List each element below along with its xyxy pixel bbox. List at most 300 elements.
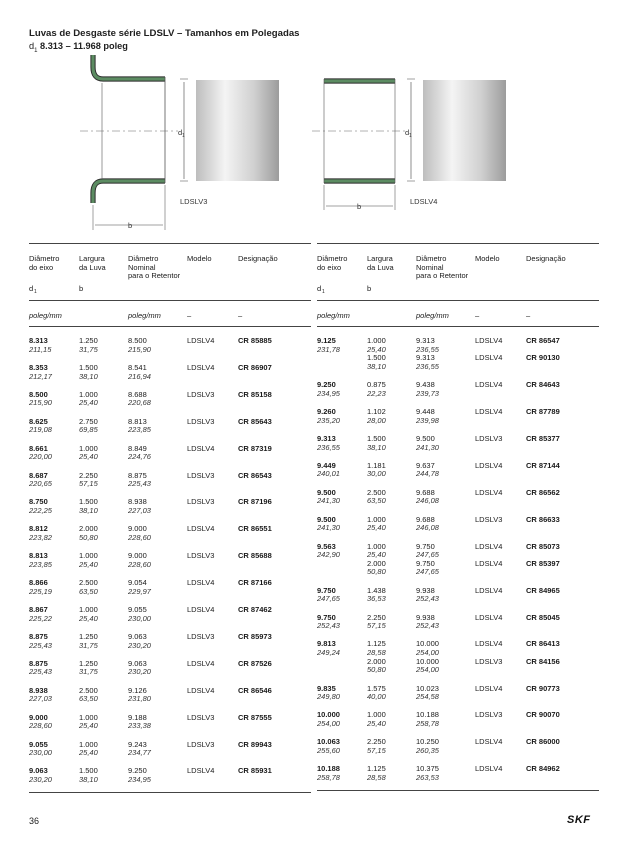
designation-cell: CR 86413 — [526, 639, 560, 649]
range-symbol: d — [29, 41, 35, 51]
shaft-diameter-in: 9.500 — [317, 514, 336, 524]
sleeve-width-mm: 25,40 — [79, 748, 98, 758]
sleeve-width-in: 1.575 — [367, 683, 386, 693]
shaft-diameter-in: 8.813 — [29, 551, 48, 561]
header-model: Modelo — [187, 254, 212, 263]
nominal-diameter-in: 9.313 — [416, 336, 435, 345]
nominal-diameter-mm: 231,80 — [128, 694, 151, 704]
designation-cell: CR 86633 — [526, 514, 560, 524]
designation-cell: CR 87319 — [238, 443, 272, 453]
dim-d1-right: d — [405, 128, 410, 137]
model-cell: LDSLV4 — [187, 578, 215, 588]
designation-cell: CR 84962 — [526, 764, 560, 774]
shaft-diameter-in: 9.835 — [317, 683, 336, 693]
symbol-d1: d — [29, 284, 34, 293]
designation-cell: CR 90070 — [526, 710, 560, 720]
header-nominal-diameter-line: Nominal — [128, 262, 156, 272]
unit-label: – — [187, 311, 192, 320]
sleeve-width-mm: 57,15 — [367, 745, 386, 755]
shaft-diameter-in: 9.125 — [317, 336, 336, 345]
model-cell: LDSLV4 — [475, 612, 503, 622]
shaft-diameter-mm: 225,19 — [29, 586, 52, 596]
designation-cell: CR 87789 — [526, 407, 560, 416]
shaft-diameter-in: 9.750 — [317, 612, 336, 622]
sleeve-width-in: 1.500 — [367, 353, 386, 363]
nominal-diameter-mm: 258,78 — [416, 719, 439, 728]
nominal-diameter-mm: 230,20 — [128, 667, 151, 677]
shaft-diameter-mm: 236,55 — [317, 442, 340, 452]
dim-b-right: b — [357, 202, 362, 211]
nominal-diameter-in: 9.000 — [128, 551, 147, 561]
sleeve-width-in: 1.438 — [367, 585, 386, 595]
designation-cell: CR 85885 — [238, 336, 272, 345]
shaft-diameter-mm: 240,01 — [317, 469, 340, 479]
sleeve-width-mm: 40,00 — [367, 692, 386, 702]
shaft-diameter-in: 8.500 — [29, 389, 48, 399]
shaft-diameter-in: 8.353 — [29, 362, 48, 372]
nominal-diameter-in: 9.500 — [416, 433, 435, 443]
sleeve-width-mm: 25,40 — [79, 398, 98, 408]
nominal-diameter-in: 9.750 — [416, 558, 435, 568]
shaft-diameter-in: 9.313 — [317, 433, 336, 443]
shaft-diameter-in: 9.000 — [29, 712, 48, 722]
sleeve-width-mm: 57,15 — [79, 479, 98, 489]
shaft-diameter-in: 8.661 — [29, 443, 48, 453]
dim-b-left: b — [128, 221, 133, 230]
symbol-b: b — [367, 284, 372, 293]
designation-cell: CR 86551 — [238, 524, 272, 534]
nominal-diameter-in: 9.938 — [416, 612, 435, 622]
header-bottom-rule — [29, 326, 311, 327]
designation-cell: CR 85688 — [238, 551, 272, 561]
skf-logo: SKF — [567, 814, 591, 826]
designation-cell: CR 84643 — [526, 380, 560, 390]
sleeve-width-mm: 28,00 — [367, 415, 386, 425]
dim-d1-right-sub: 1 — [409, 133, 412, 139]
nominal-diameter-mm: 233,38 — [128, 721, 151, 731]
nominal-diameter-mm: 254,00 — [416, 665, 439, 675]
model-cell: LDSLV4 — [475, 353, 503, 363]
header-sleeve-width-line: da Luva — [79, 262, 106, 272]
header-top-rule — [29, 243, 311, 244]
nominal-diameter-in: 8.849 — [128, 443, 147, 453]
unit-label: – — [238, 311, 243, 320]
shaft-diameter-mm: 225,43 — [29, 640, 52, 650]
model-cell: LDSLV4 — [475, 336, 503, 345]
shaft-diameter-in: 9.055 — [29, 739, 48, 749]
model-cell: LDSLV4 — [475, 541, 503, 551]
sleeve-width-mm: 50,80 — [79, 532, 98, 542]
sleeve-width-in: 2.500 — [367, 487, 386, 497]
nominal-diameter-in: 9.188 — [128, 712, 147, 722]
sleeve-width-in: 1.250 — [79, 631, 98, 641]
sleeve-width-mm: 30,00 — [367, 469, 386, 479]
sleeve-width-mm: 38,10 — [367, 361, 386, 371]
nominal-diameter-mm: 246,08 — [416, 523, 439, 533]
sleeve-width-in: 1.125 — [367, 639, 386, 649]
shaft-diameter-mm: 230,00 — [29, 748, 52, 758]
shaft-diameter-in: 8.812 — [29, 524, 48, 534]
shaft-diameter-mm: 258,78 — [317, 772, 340, 782]
header-nominal-diameter-line: para o Retentor — [128, 271, 181, 281]
sleeve-width-mm: 31,75 — [79, 344, 98, 354]
model-cell: LDSLV3 — [475, 433, 503, 443]
nominal-diameter-mm: 228,60 — [128, 559, 151, 569]
shaft-diameter-mm: 227,03 — [29, 694, 52, 704]
shaft-diameter-mm: 212,17 — [29, 371, 52, 381]
header-bottom-rule — [317, 326, 599, 327]
model-cell: LDSLV4 — [475, 683, 503, 693]
header-top-rule — [317, 243, 599, 244]
sleeve-width-mm: 25,40 — [367, 523, 386, 533]
nominal-diameter-in: 10.250 — [416, 737, 439, 747]
header-shaft-diameter-line: do eixo — [29, 262, 54, 272]
nominal-diameter-mm: 230,00 — [128, 613, 151, 623]
sleeve-width-mm: 31,75 — [79, 667, 98, 677]
model-cell: LDSLV4 — [187, 658, 215, 668]
designation-cell: CR 85073 — [526, 541, 560, 551]
nominal-diameter-mm: 227,03 — [128, 506, 151, 515]
designation-cell: CR 85397 — [526, 558, 560, 568]
designation-cell: CR 84156 — [526, 656, 560, 666]
sleeve-width-mm: 63,50 — [79, 586, 98, 596]
nominal-diameter-in: 9.938 — [416, 585, 435, 595]
nominal-diameter-in: 9.438 — [416, 380, 435, 390]
model-cell: LDSLV3 — [187, 551, 215, 561]
model-cell: LDSLV3 — [187, 470, 215, 480]
nominal-diameter-in: 9.250 — [128, 766, 147, 776]
shaft-diameter-mm: 255,60 — [317, 745, 340, 755]
nominal-diameter-mm: 228,60 — [128, 532, 151, 542]
model-cell: LDSLV4 — [187, 685, 215, 695]
sleeve-width-mm: 38,10 — [79, 371, 98, 381]
shaft-diameter-in: 10.188 — [317, 764, 340, 774]
nominal-diameter-in: 9.448 — [416, 407, 435, 416]
sizes-table-right — [317, 243, 599, 803]
designation-cell: CR 87555 — [238, 712, 272, 722]
model-cell: LDSLV3 — [187, 389, 215, 399]
nominal-diameter-mm: 234,95 — [128, 775, 151, 784]
sleeve-width-in: 2.000 — [367, 656, 386, 666]
nominal-diameter-mm: 260,35 — [416, 745, 439, 755]
nominal-diameter-in: 9.637 — [416, 460, 435, 470]
model-cell: LDSLV3 — [475, 656, 503, 666]
sleeve-width-in: 1.000 — [79, 443, 98, 453]
model-cell: LDSLV4 — [475, 380, 503, 390]
nominal-diameter-in: 10.188 — [416, 710, 439, 720]
sleeve-width-mm: 63,50 — [367, 496, 386, 506]
range-value: 8.313 – 11.968 poleg — [40, 41, 128, 51]
shaft-diameter-in: 8.875 — [29, 658, 48, 668]
designation-cell: CR 85377 — [526, 433, 560, 443]
range-symbol-sub: 1 — [34, 47, 38, 54]
header-shaft-diameter-line: do eixo — [317, 262, 342, 272]
sleeve-width-in: 2.250 — [79, 470, 98, 480]
shaft-diameter-mm: 249,24 — [317, 648, 340, 657]
header-units-rule — [317, 300, 599, 301]
symbol-d1-sub: 1 — [34, 289, 37, 295]
dim-d1-left-sub: 1 — [182, 133, 185, 139]
designation-cell: CR 85643 — [238, 416, 272, 426]
sleeve-width-in: 1.000 — [79, 551, 98, 561]
sleeve-width-mm: 69,85 — [79, 425, 98, 435]
symbol-d1: d — [317, 284, 322, 293]
sleeve-width-mm: 28,58 — [367, 648, 386, 657]
sleeve-width-in: 1.000 — [79, 605, 98, 614]
sleeve-width-mm: 25,40 — [79, 452, 98, 462]
sleeve-width-in: 2.000 — [79, 524, 98, 534]
nominal-diameter-in: 8.813 — [128, 416, 147, 426]
symbol-d1-sub: 1 — [322, 289, 325, 295]
nominal-diameter-mm: 252,43 — [416, 621, 439, 631]
sleeve-width-mm: 50,80 — [367, 665, 386, 675]
nominal-diameter-mm: 224,76 — [128, 452, 151, 462]
sleeve-width-in: 1.000 — [79, 712, 98, 722]
designation-cell: CR 87166 — [238, 578, 272, 588]
nominal-diameter-in: 9.126 — [128, 685, 147, 695]
sleeve-width-in: 1.250 — [79, 658, 98, 668]
shaft-diameter-mm: 220,00 — [29, 452, 52, 462]
designation-cell: CR 86907 — [238, 362, 272, 372]
shaft-diameter-mm: 223,82 — [29, 532, 52, 542]
sleeve-width-in: 1.000 — [79, 389, 98, 399]
sleeve-width-mm: 25,40 — [367, 344, 386, 354]
model-cell: LDSLV3 — [187, 712, 215, 722]
sleeve-width-in: 1.102 — [367, 407, 386, 416]
sleeve-width-mm: 38,10 — [367, 442, 386, 452]
nominal-diameter-mm: 236,55 — [416, 361, 439, 371]
model-cell: LDSLV4 — [187, 336, 215, 345]
nominal-diameter-in: 9.313 — [416, 353, 435, 363]
model-cell: LDSLV4 — [187, 766, 215, 776]
sleeve-width-in: 1.500 — [367, 433, 386, 443]
designation-cell: CR 87144 — [526, 460, 560, 470]
table-bottom-rule — [29, 792, 311, 793]
shaft-diameter-mm: 242,90 — [317, 550, 340, 560]
header-designation: Designação — [526, 254, 566, 263]
sleeve-width-mm: 38,10 — [79, 775, 98, 784]
sleeve-width-in: 2.500 — [79, 578, 98, 588]
shaft-diameter-in: 9.813 — [317, 639, 336, 649]
unit-label: poleg/mm — [317, 311, 350, 320]
nominal-diameter-mm: 263,53 — [416, 772, 439, 782]
nominal-diameter-in: 10.023 — [416, 683, 439, 693]
shaft-diameter-mm: 249,80 — [317, 692, 340, 702]
table-bottom-rule — [317, 790, 599, 791]
model-cell: LDSLV4 — [475, 764, 503, 774]
header-nominal-diameter-line: Diâmetro — [128, 254, 159, 263]
sleeve-width-mm: 25,40 — [79, 613, 98, 623]
shaft-diameter-in: 9.750 — [317, 585, 336, 595]
nominal-diameter-in: 9.750 — [416, 541, 435, 551]
shaft-diameter-mm: 219,08 — [29, 425, 52, 435]
shaft-diameter-in: 9.563 — [317, 541, 336, 551]
nominal-diameter-in: 9.688 — [416, 487, 435, 497]
nominal-diameter-in: 9.055 — [128, 605, 147, 614]
shaft-diameter-mm: 222,25 — [29, 506, 52, 515]
nominal-diameter-in: 9.243 — [128, 739, 147, 749]
nominal-diameter-in: 8.500 — [128, 336, 147, 345]
nominal-diameter-in: 9.000 — [128, 524, 147, 534]
nominal-diameter-in: 10.000 — [416, 656, 439, 666]
sleeve-width-in: 1.500 — [79, 497, 98, 507]
model-cell: LDSLV4 — [475, 487, 503, 497]
unit-label: poleg/mm — [29, 311, 62, 320]
header-nominal-diameter-line: para o Retentor — [416, 271, 469, 281]
header-designation: Designação — [238, 254, 278, 263]
header-sleeve-width-line: Largura — [367, 254, 393, 263]
sleeve-width-in: 1.000 — [367, 710, 386, 720]
nominal-diameter-in: 10.000 — [416, 639, 439, 649]
shaft-diameter-mm: 211,15 — [29, 344, 52, 354]
nominal-diameter-mm: 246,08 — [416, 496, 439, 506]
shaft-diameter-in: 8.938 — [29, 685, 48, 695]
unit-label: – — [526, 311, 531, 320]
nominal-diameter-in: 10.375 — [416, 764, 439, 774]
nominal-diameter-in: 9.688 — [416, 514, 435, 524]
shaft-diameter-in: 9.260 — [317, 407, 336, 416]
unit-label: poleg/mm — [416, 311, 449, 320]
model-cell: LDSLV4 — [187, 362, 215, 372]
sleeve-width-mm: 25,40 — [367, 550, 386, 560]
model-cell: LDSLV3 — [187, 416, 215, 426]
model-cell: LDSLV3 — [475, 710, 503, 720]
nominal-diameter-mm: 254,58 — [416, 692, 439, 702]
shaft-diameter-mm: 223,85 — [29, 559, 52, 569]
designation-cell: CR 84965 — [526, 585, 560, 595]
designation-cell: CR 87462 — [238, 605, 272, 614]
shaft-diameter-in: 8.313 — [29, 336, 48, 345]
shaft-diameter-mm: 234,95 — [317, 388, 340, 398]
nominal-diameter-mm: 220,68 — [128, 398, 151, 408]
page-title: Luvas de Desgaste série LDSLV – Tamanhos em Polegadas — [29, 28, 300, 39]
model-cell: LDSLV4 — [187, 524, 215, 534]
shaft-diameter-in: 8.687 — [29, 470, 48, 480]
sleeve-width-in: 2.000 — [367, 558, 386, 568]
sleeve-width-in: 2.750 — [79, 416, 98, 426]
shaft-diameter-mm: 235,20 — [317, 415, 340, 425]
sleeve-width-mm: 63,50 — [79, 694, 98, 704]
sleeve-width-in: 1.125 — [367, 764, 386, 774]
sleeve-width-in: 1.000 — [79, 739, 98, 749]
model-cell: LDSLV4 — [187, 605, 215, 614]
sleeve-width-in: 1.000 — [367, 336, 386, 345]
dim-d1-left: d — [178, 128, 183, 137]
sleeve-width-in: 1.000 — [367, 541, 386, 551]
shaft-diameter-mm: 241,30 — [317, 496, 340, 506]
shaft-diameter-in: 8.867 — [29, 605, 48, 614]
nominal-diameter-mm: 223,85 — [128, 425, 151, 435]
shaft-diameter-in: 9.250 — [317, 380, 336, 390]
shaft-diameter-mm: 254,00 — [317, 719, 340, 728]
designation-cell: CR 85158 — [238, 389, 272, 399]
nominal-diameter-mm: 225,43 — [128, 479, 151, 489]
shaft-diameter-in: 8.750 — [29, 497, 48, 507]
model-cell: LDSLV3 — [187, 497, 215, 507]
unit-label: – — [475, 311, 480, 320]
nominal-diameter-mm: 236,55 — [416, 344, 439, 354]
designation-cell: CR 87526 — [238, 658, 272, 668]
designation-cell: CR 86000 — [526, 737, 560, 747]
designation-cell: CR 90773 — [526, 683, 560, 693]
sleeve-width-in: 1.250 — [79, 336, 98, 345]
sleeve-width-mm: 36,53 — [367, 594, 386, 604]
sleeve-width-in: 2.250 — [367, 737, 386, 747]
shaft-diameter-mm: 231,78 — [317, 344, 340, 354]
shaft-diameter-mm: 225,22 — [29, 613, 52, 623]
sleeve-width-mm: 22,23 — [367, 388, 386, 398]
model-cell: LDSLV3 — [187, 631, 215, 641]
nominal-diameter-in: 9.063 — [128, 658, 147, 668]
drawing-ldslv4 — [312, 79, 506, 210]
nominal-diameter-mm: 216,94 — [128, 371, 151, 381]
header-sleeve-width-line: da Luva — [367, 262, 394, 272]
designation-cell: CR 85931 — [238, 766, 272, 776]
nominal-diameter-mm: 239,73 — [416, 388, 439, 398]
model-label-ldslv4: LDSLV4 — [410, 197, 438, 206]
designation-cell: CR 89943 — [238, 739, 272, 749]
shaft-diameter-in: 8.625 — [29, 416, 48, 426]
shaft-diameter-mm: 230,20 — [29, 775, 52, 784]
nominal-diameter-mm: 254,00 — [416, 648, 439, 657]
shaft-diameter-in: 10.063 — [317, 737, 340, 747]
model-cell: LDSLV4 — [475, 558, 503, 568]
sleeve-width-in: 2.500 — [79, 685, 98, 695]
model-cell: LDSLV4 — [475, 407, 503, 416]
model-cell: LDSLV4 — [475, 639, 503, 649]
unit-label: poleg/mm — [128, 311, 161, 320]
nominal-diameter-mm: 252,43 — [416, 594, 439, 604]
designation-cell: CR 86543 — [238, 470, 272, 480]
nominal-diameter-mm: 241,30 — [416, 442, 439, 452]
sleeve-width-mm: 25,40 — [367, 719, 386, 728]
designation-cell: CR 90130 — [526, 353, 560, 363]
shaft-diameter-mm: 228,60 — [29, 721, 52, 731]
model-cell: LDSLV3 — [187, 739, 215, 749]
designation-cell: CR 86547 — [526, 336, 560, 345]
shaft-diameter-in: 10.000 — [317, 710, 340, 720]
nominal-diameter-in: 8.688 — [128, 389, 147, 399]
nominal-diameter-mm: 229,97 — [128, 586, 151, 596]
sleeve-width-in: 1.500 — [79, 362, 98, 372]
sleeve-width-mm: 50,80 — [367, 567, 386, 577]
header-nominal-diameter-line: Diâmetro — [416, 254, 447, 263]
shaft-diameter-mm: 225,43 — [29, 667, 52, 677]
nominal-diameter-mm: 247,65 — [416, 550, 439, 560]
nominal-diameter-in: 8.875 — [128, 470, 147, 480]
designation-cell: CR 86562 — [526, 487, 560, 497]
nominal-diameter-mm: 230,20 — [128, 640, 151, 650]
shaft-diameter-in: 9.449 — [317, 460, 336, 470]
size-range — [29, 41, 128, 54]
header-model: Modelo — [475, 254, 500, 263]
sleeve-width-in: 1.500 — [79, 766, 98, 776]
header-units-rule — [29, 300, 311, 301]
shaft-diameter-mm: 241,30 — [317, 523, 340, 533]
sleeve-width-mm: 38,10 — [79, 506, 98, 515]
shaft-diameter-in: 8.866 — [29, 578, 48, 588]
sleeve-width-mm: 25,40 — [79, 559, 98, 569]
designation-cell: CR 87196 — [238, 497, 272, 507]
nominal-diameter-in: 9.063 — [128, 631, 147, 641]
sleeve-width-in: 1.181 — [367, 460, 386, 470]
shaft-diameter-mm: 220,65 — [29, 479, 52, 489]
header-nominal-diameter-line: Nominal — [416, 262, 444, 272]
shaft-diameter-in: 8.875 — [29, 631, 48, 641]
header-sleeve-width-line: Largura — [79, 254, 105, 263]
sleeve-width-mm: 57,15 — [367, 621, 386, 631]
model-cell: LDSLV4 — [475, 460, 503, 470]
